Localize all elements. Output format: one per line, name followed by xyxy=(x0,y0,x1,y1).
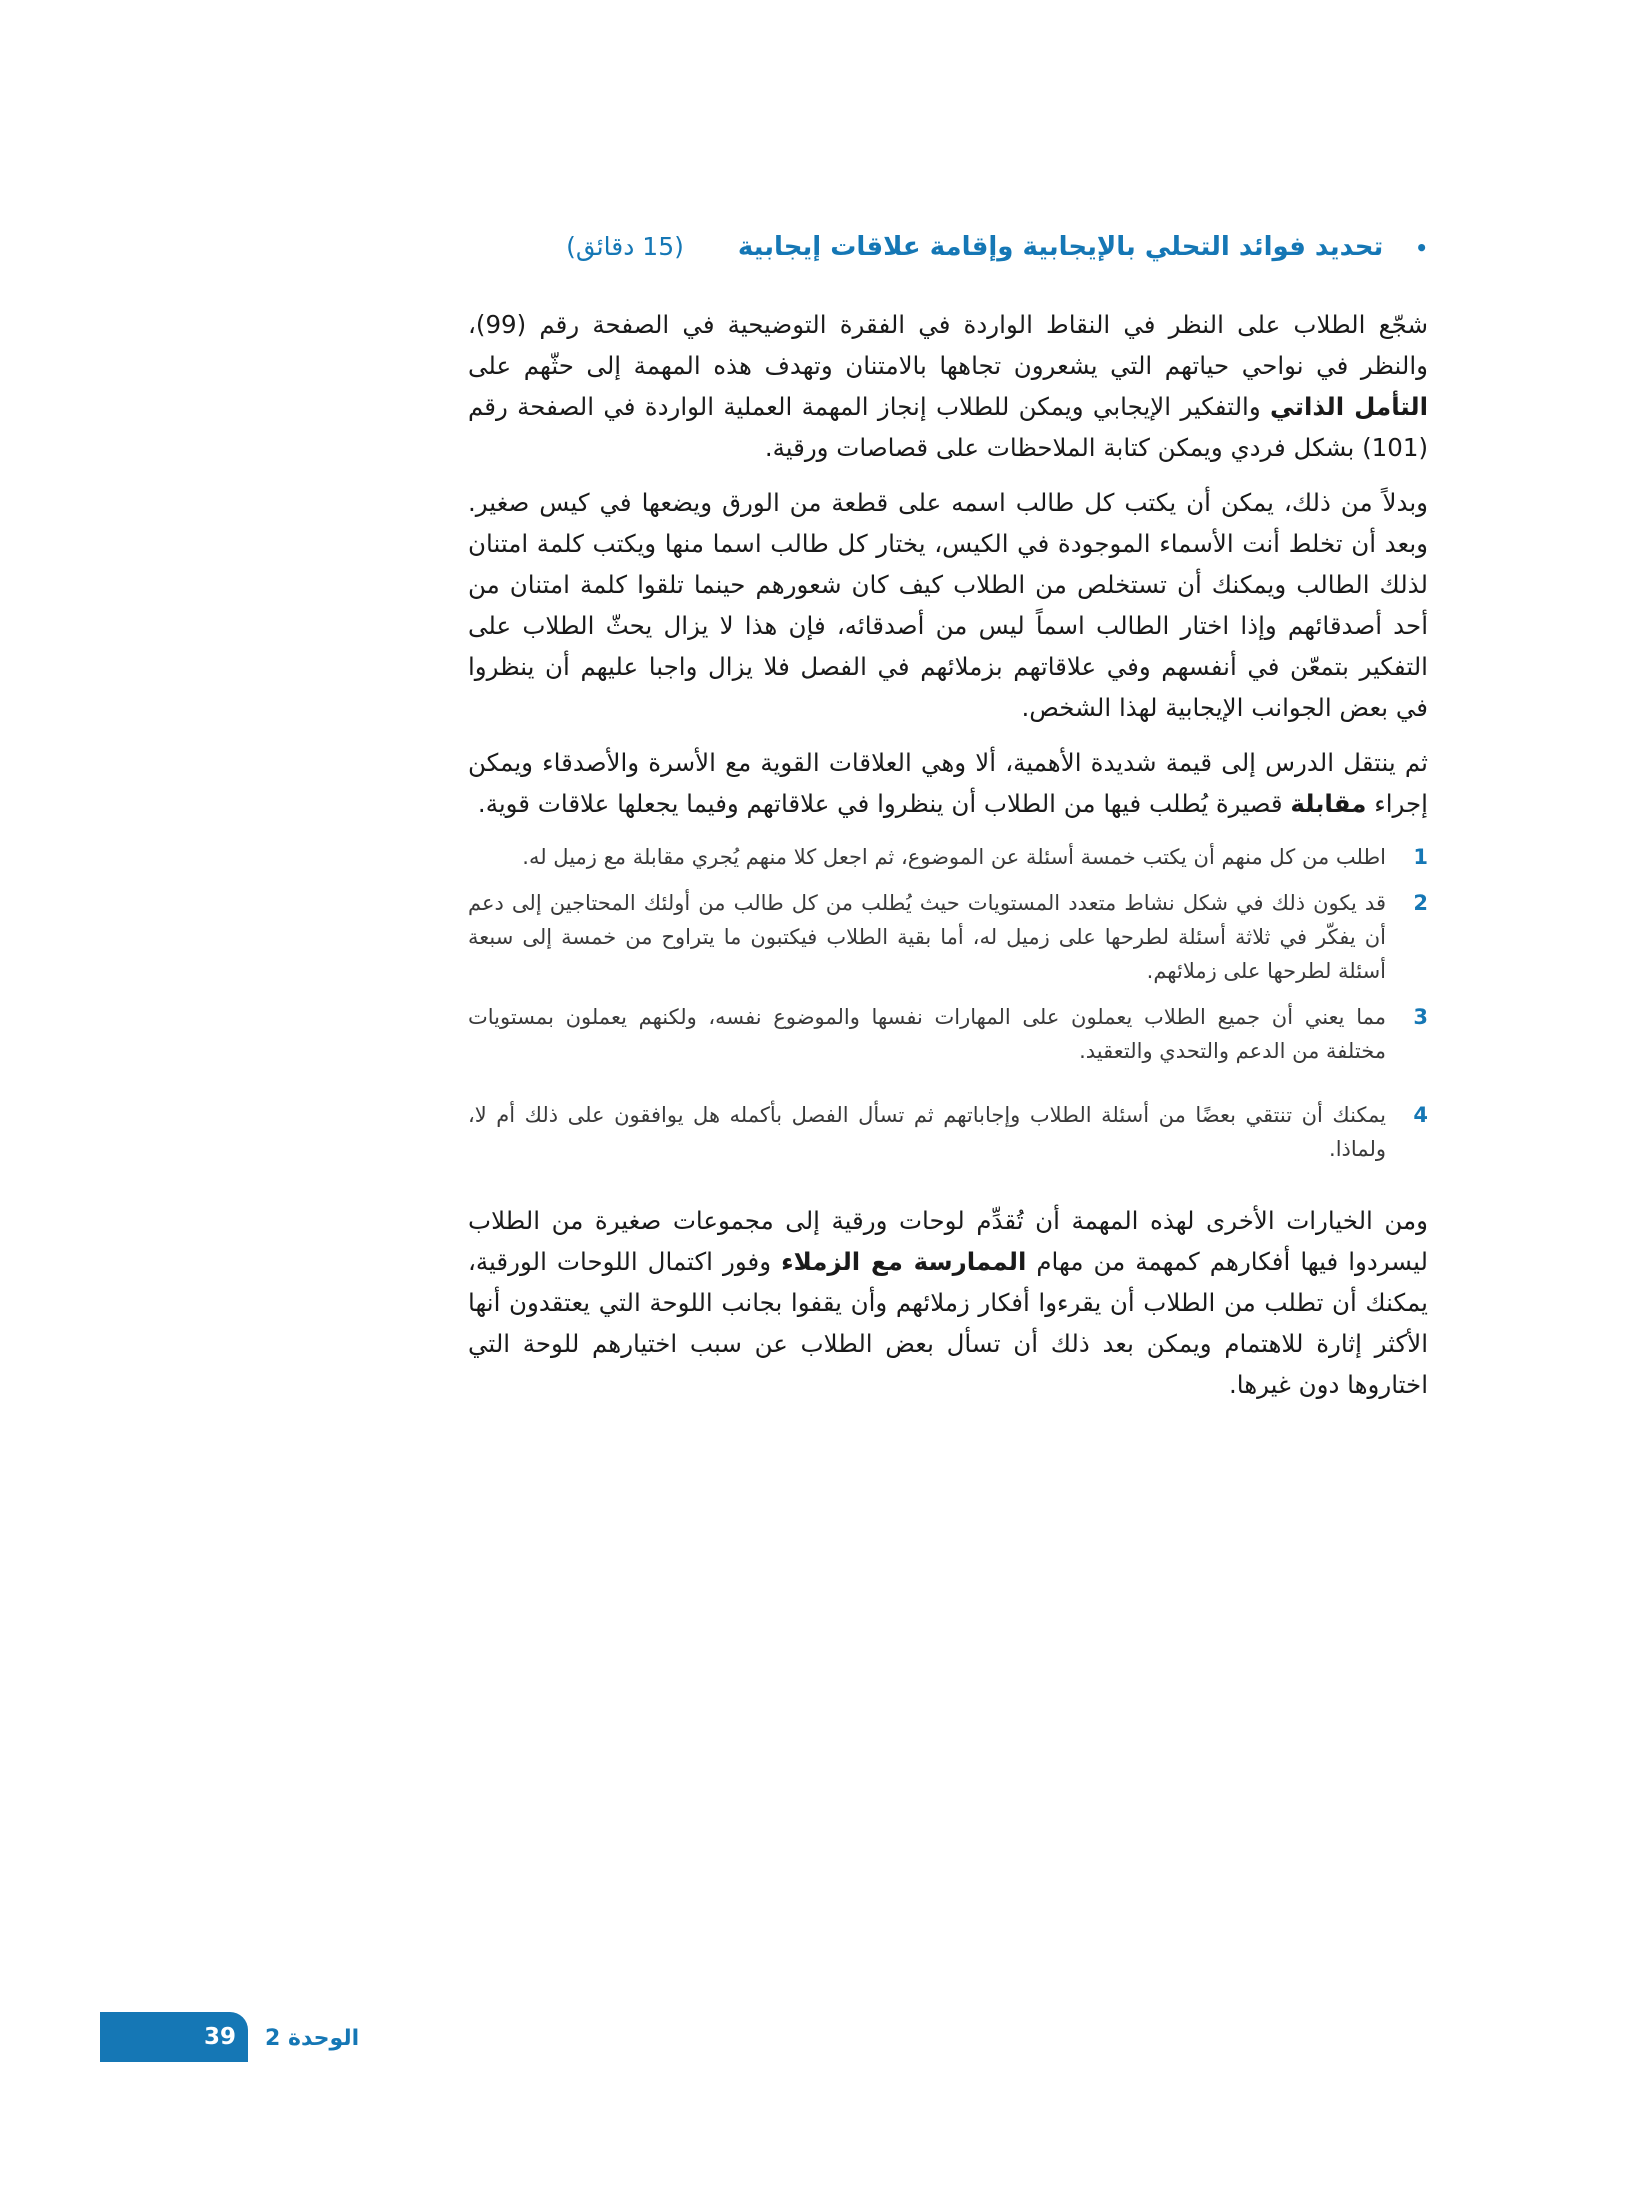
bullet-icon: • xyxy=(1415,236,1428,260)
list-item xyxy=(468,840,1428,874)
step-text: يمكنك أن تنتقي بعضًا من أسئلة الطلاب وإجاباتهم ثم تسأل الفصل بأكمله هل يوافقون على ذلك أم لا، ولماذا. xyxy=(468,1103,1386,1161)
step-number: 4 xyxy=(1413,1103,1428,1127)
section-heading xyxy=(468,232,1428,262)
page-number: 39 xyxy=(203,2024,236,2050)
key-term-self-reflection: التأمل الذاتي xyxy=(1269,392,1429,421)
page-content xyxy=(468,232,1428,1419)
paragraph-peer-practice xyxy=(468,1200,1428,1405)
paragraph-relationships xyxy=(468,742,1428,824)
paragraph-reflection xyxy=(468,304,1428,468)
page-footer xyxy=(100,2012,500,2062)
step-number: 3 xyxy=(1413,1005,1428,1029)
section-title: تحديد فوائد التحلي بالإيجابية وإقامة علاقات إيجابية xyxy=(737,232,1384,262)
paragraph-gratitude-activity: وبدلاً من ذلك، يمكن أن يكتب كل طالب اسمه على قطعة من الورق ويضعها في كيس صغير. وبعد أن تخلط أنت الأسماء الموجودة في الكيس، يختار كل طالب اسما منها ويكتب كلمة امتنان لذلك الطالب ويمكنك أن تستخلص من الطلاب كيف كان شعورهم حينما تلقوا كلمة امتنان من أحد أصدقائهم وإذا اختار الطالب اسماً ليس من أصدقائه، فإن هذا لا يزال يحثّ الطلاب على التفكير بتمعّن في أنفسهم وفي علاقاتهم بزملائهم في الفصل فلا يزال واجبا عليهم أن ينظروا في بعض الجوانب الإيجابية لهذا الشخص. xyxy=(468,488,1428,722)
paragraph-text: والتفكير الإيجابي ويمكن للطلاب إنجاز المهمة العملية الواردة في الصفحة رقم (101) بشكل فردي ويمكن كتابة الملاحظات على قصاصات ورقية. xyxy=(468,392,1428,462)
step-number: 1 xyxy=(1413,845,1428,869)
step-text: اطلب من كل منهم أن يكتب خمسة أسئلة عن الموضوع، ثم اجعل كلا منهم يُجري مقابلة مع زميل له. xyxy=(522,845,1386,869)
list-item xyxy=(468,886,1428,988)
paragraph-text: شجّع الطلاب على النظر في النقاط الواردة في الفقرة التوضيحية في الصفحة رقم (99)، والنظر في نواحي حياتهم التي يشعرون تجاهها بالامتنان وتهدف هذه المهمة إلى حثّهم على xyxy=(468,310,1428,380)
section-duration: (15 دقائق) xyxy=(566,232,684,261)
list-item xyxy=(468,1098,1428,1166)
list-item xyxy=(468,1000,1428,1068)
key-term-peer-practice: الممارسة مع الزملاء xyxy=(781,1247,1027,1276)
paragraph-text: قصيرة يُطلب فيها من الطلاب أن ينظروا في علاقاتهم وفيما يجعلها علاقات قوية. xyxy=(477,789,1291,818)
paragraph-text: ومن الخيارات الأخرى لهذه المهمة أن تُقدِّم لوحات ورقية إلى مجموعات صغيرة من الطلاب ليسردوا فيها أفكارهم كمهمة من مهام xyxy=(468,1206,1428,1276)
interview-steps-list xyxy=(468,840,1428,1166)
step-number: 2 xyxy=(1413,891,1428,915)
step-text: قد يكون ذلك في شكل نشاط متعدد المستويات حيث يُطلب من كل طالب من أولئك المحتاجين إلى دعم أن يفكّر في ثلاثة أسئلة لطرحها على زميل له، أما بقية الطلاب فيكتبون ما يتراوح من خمسة إلى سبعة أسئلة لطرحها على زملائهم. xyxy=(468,891,1386,983)
step-text: مما يعني أن جميع الطلاب يعملون على المهارات نفسها والموضوع نفسه، ولكنهم يعملون بمستويات مختلفة من الدعم والتحدي والتعقيد. xyxy=(468,1005,1386,1063)
unit-label: الوحدة 2 xyxy=(265,2026,360,2051)
paragraph-text: ثم ينتقل الدرس إلى قيمة شديدة الأهمية، ألا وهي العلاقات القوية مع الأسرة والأصدقاء ويمكن إجراء xyxy=(468,748,1428,818)
key-term-interview: مقابلة xyxy=(1290,789,1367,818)
paragraph-text: وفور اكتمال اللوحات الورقية، يمكنك أن تطلب من الطلاب أن يقرءوا أفكار زملائهم وأن يقفوا بجانب اللوحة التي يعتقدون أنها الأكثر إثارة للاهتمام ويمكن بعد ذلك أن تسأل بعض الطلاب عن سبب اختيارهم للوحة التي اختاروها دون غيرها. xyxy=(468,1247,1428,1399)
